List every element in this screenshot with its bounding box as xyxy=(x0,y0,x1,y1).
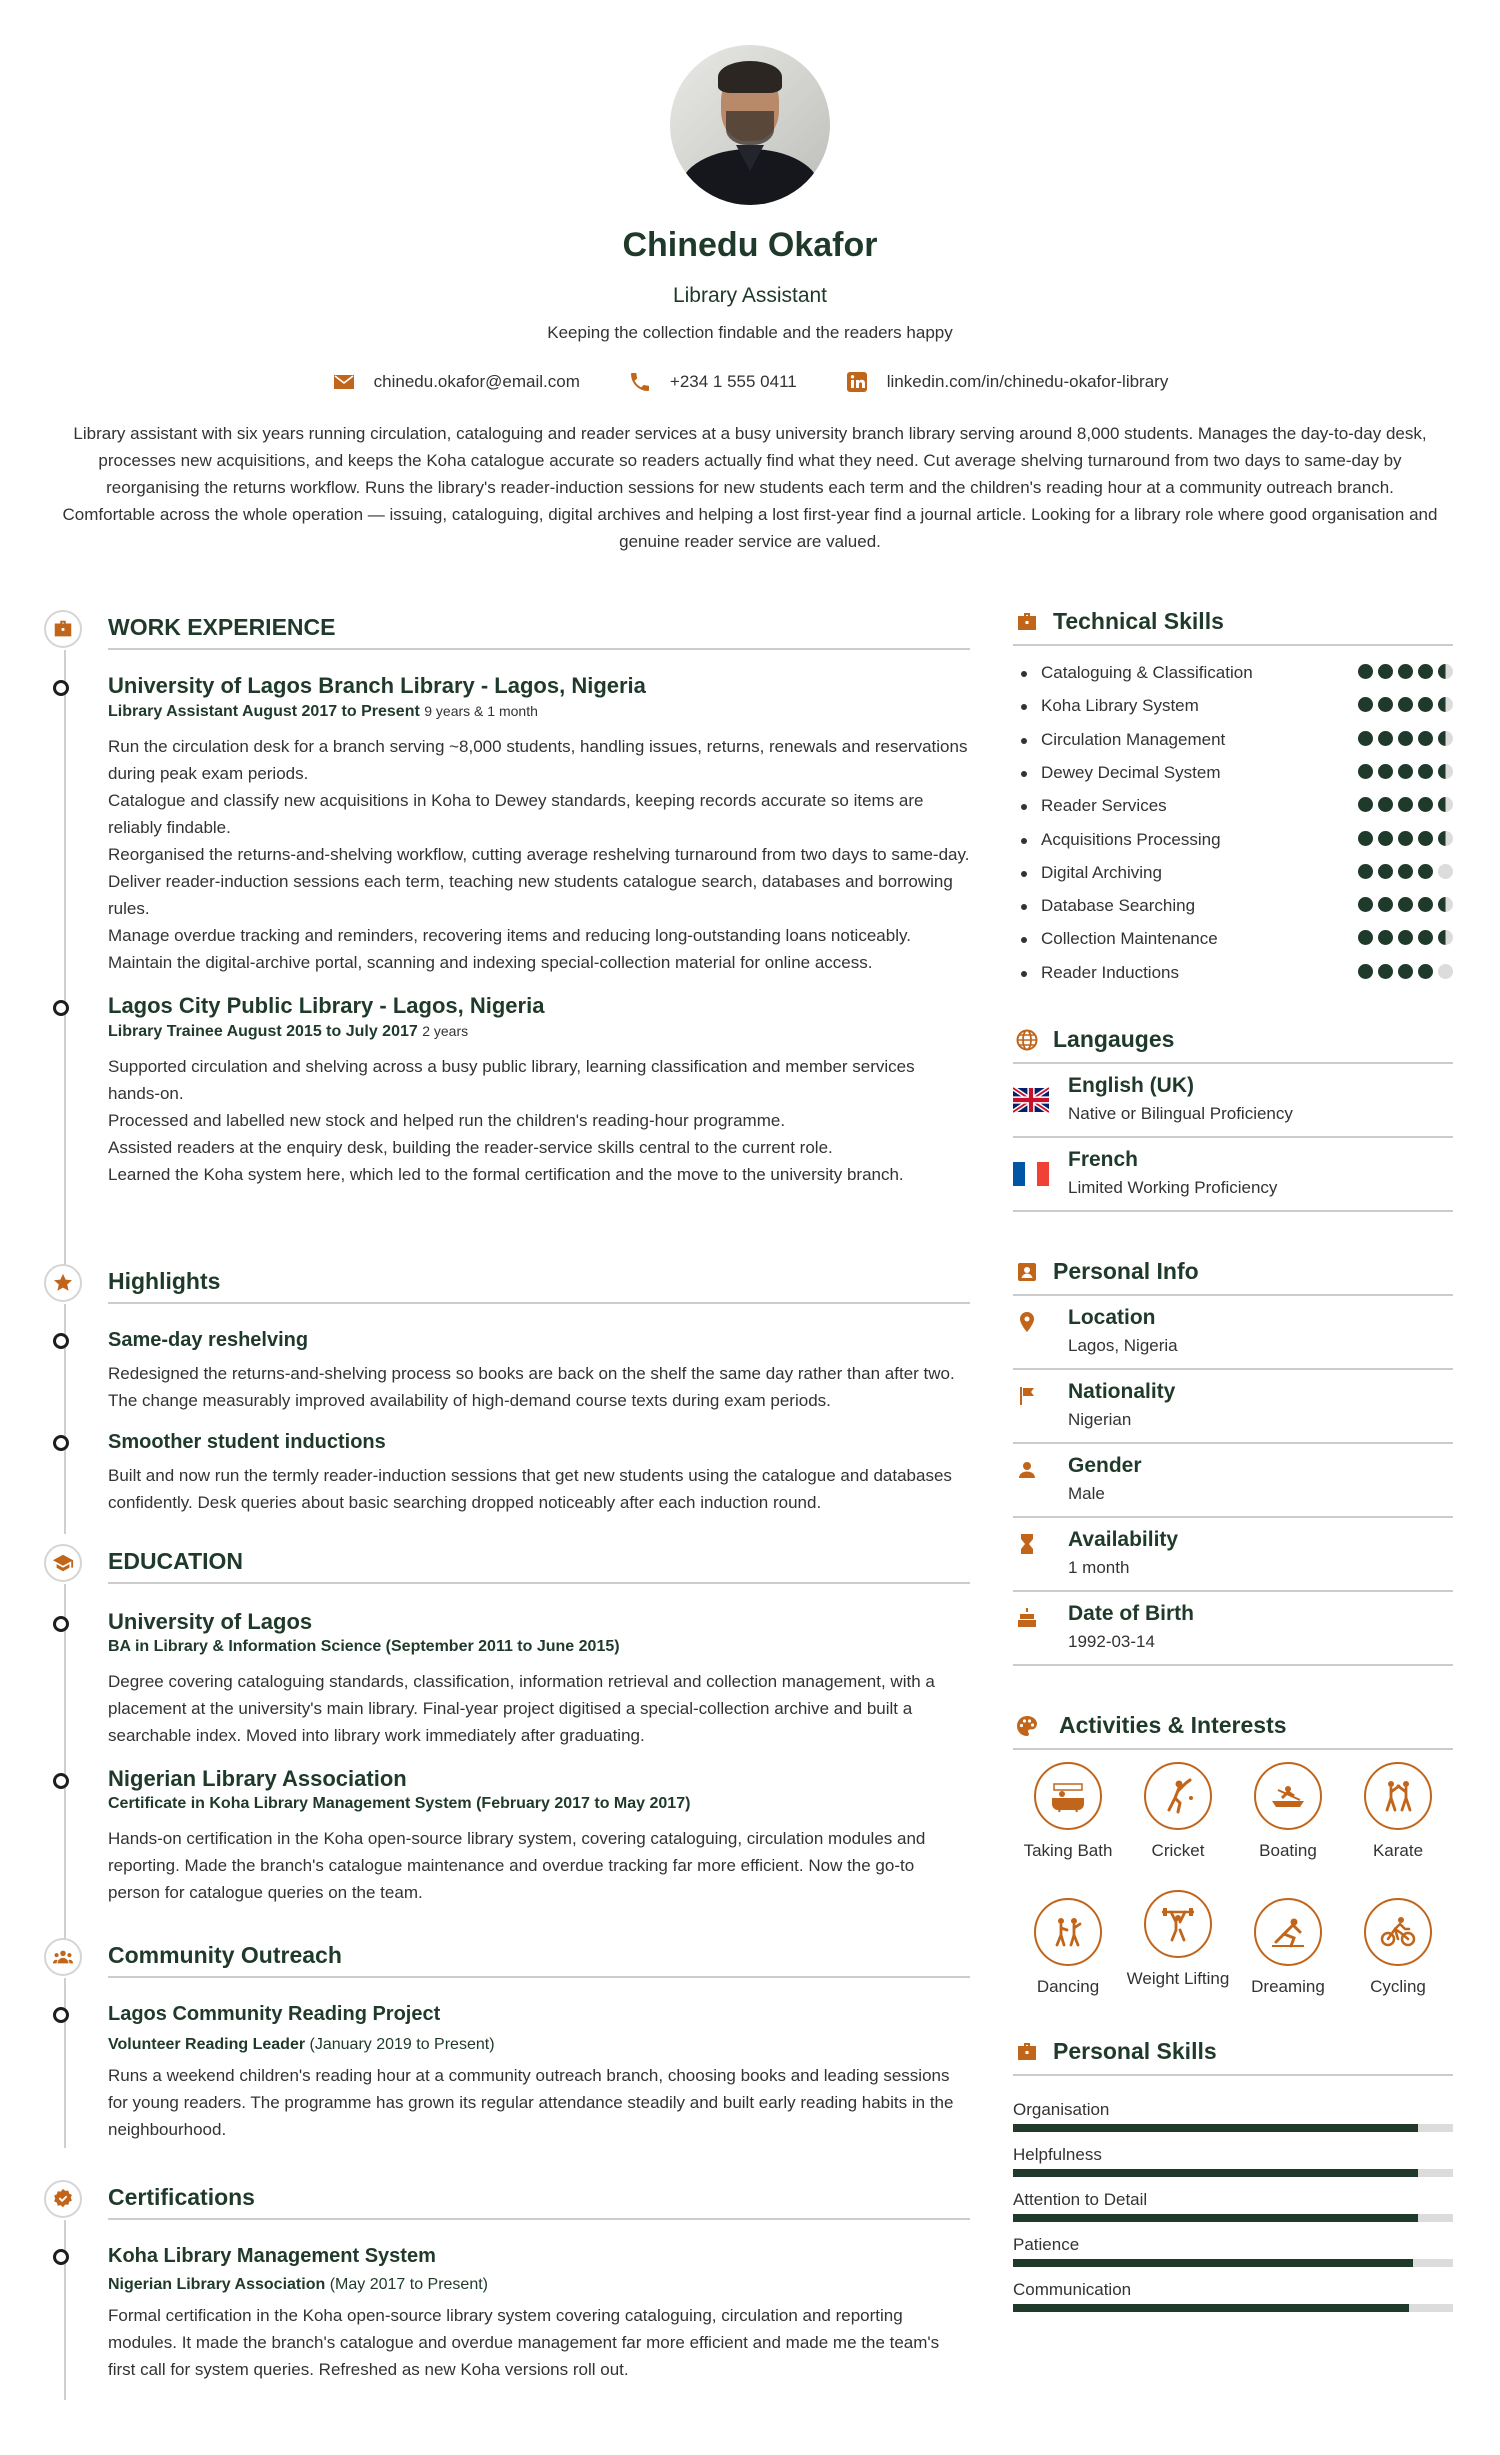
language-item xyxy=(1013,1064,1453,1138)
linkedin-icon xyxy=(845,370,869,394)
certificate-badge-icon xyxy=(44,2180,82,2218)
candidate-role: Library Assistant xyxy=(672,284,828,307)
technical-skill-name: Database Searching xyxy=(1041,896,1196,916)
personal-skills-header xyxy=(1013,2030,1453,2076)
uk-flag-icon xyxy=(1013,1086,1049,1114)
technical-skill-item xyxy=(1013,858,1453,891)
language-level: Limited Working Proficiency xyxy=(1068,1178,1278,1197)
activities-title: Activities & Interests xyxy=(1059,1712,1287,1738)
skill-bar-fill xyxy=(1013,2214,1418,2222)
dreaming-icon xyxy=(1268,1912,1308,1952)
technical-skill-item xyxy=(1013,758,1453,791)
rating-dot xyxy=(1378,897,1393,912)
personal-skill-item xyxy=(1013,2235,1453,2281)
rating-dot xyxy=(1418,664,1433,679)
rating-dot xyxy=(1398,930,1413,945)
rating-dot xyxy=(1358,864,1373,879)
community-entry-text: Runs a weekend children's reading hour at a community outreach branch, choosing books and leading sessions for young readers. The programme has grown its regular attendance steadily and built early reading habits in the neighbourhood. xyxy=(108,2066,954,2139)
language-level: Native or Bilingual Proficiency xyxy=(1068,1104,1293,1123)
personal-skill-item xyxy=(1013,2190,1453,2236)
technical-skill-item xyxy=(1013,958,1453,991)
rating-dot xyxy=(1418,897,1433,912)
activity-item xyxy=(1013,1898,1123,1998)
community-entry-role: Volunteer Reading Leader (January 2019 to Present) xyxy=(108,2036,495,2053)
language-item xyxy=(1013,1138,1453,1212)
cricket-icon xyxy=(1158,1776,1198,1816)
rating-dot xyxy=(1358,697,1373,712)
activity-item xyxy=(1343,1762,1453,1862)
personal-info-location: Location Lagos, Nigeria xyxy=(1013,1296,1453,1370)
dancing-icon xyxy=(1048,1912,1088,1952)
activity-label: Cricket xyxy=(1151,1841,1205,1860)
activity-item xyxy=(1233,1762,1343,1862)
sidebar-column xyxy=(1013,600,1453,2400)
phone-icon xyxy=(628,370,652,394)
technical-skill-item xyxy=(1013,658,1453,691)
skill-bar-fill xyxy=(1013,2124,1418,2132)
education-description: Degree covering cataloguing standards, classification, information retrieval and collection management, with a placement at the university's main library. Final-year project digitised a special-collection archive and built a searchable index. Moved into library work immediately after graduating. xyxy=(108,1672,935,1745)
rating-dot xyxy=(1358,930,1373,945)
skill-bar xyxy=(1013,2304,1453,2312)
email-text: chinedu.okafor@email.com xyxy=(373,372,580,391)
contact-email[interactable] xyxy=(332,370,580,394)
work-entry-role: Library Assistant August 2017 to Present 9 years & 1 month xyxy=(108,703,538,720)
person-icon xyxy=(1015,1458,1039,1482)
personal-info-title: Personal Info xyxy=(1053,1258,1199,1284)
personal-info-date-of-birth: Date of Birth 1992-03-14 xyxy=(1013,1592,1453,1666)
skill-bar-fill xyxy=(1013,2259,1413,2267)
community-entry-title: Lagos Community Reading Project xyxy=(108,2003,441,2025)
skill-bar xyxy=(1013,2259,1453,2267)
rating-dot xyxy=(1438,964,1453,979)
rating-dot xyxy=(1358,831,1373,846)
rating-dot xyxy=(1438,664,1453,679)
personal-info-availability: Availability 1 month xyxy=(1013,1518,1453,1592)
certification-text: Formal certification in the Koha open-source library system covering cataloguing, circulation and reporting modules. It made the branch's catalogue and overdue management far more efficient and made me the team's first call for system queries. Refreshed as new Koha versions roll out. xyxy=(108,2306,940,2379)
technical-skills-header xyxy=(1013,600,1453,646)
rating-dot xyxy=(1378,831,1393,846)
education-description: Hands-on certification in the Koha open-source library system, covering cataloguing, circulation modules and reporting. Made the branch's catalogue maintenance and overdue tracking far more efficient. Now the go-to person for catalogue queries on the team. xyxy=(108,1829,926,1902)
activity-label: Karate xyxy=(1372,1841,1424,1860)
rating-dot xyxy=(1378,664,1393,679)
activity-label: Boating xyxy=(1259,1841,1317,1860)
rating-dot xyxy=(1438,731,1453,746)
briefcase-icon xyxy=(1015,2040,1039,2064)
cycling-icon xyxy=(1378,1912,1418,1952)
personal-skill-item xyxy=(1013,2280,1453,2326)
rating-dot xyxy=(1398,864,1413,879)
skill-rating xyxy=(1358,664,1453,679)
rating-dot xyxy=(1378,697,1393,712)
education-title: EDUCATION xyxy=(108,1548,244,1574)
technical-skills-title: Technical Skills xyxy=(1053,608,1224,634)
activity-item xyxy=(1343,1898,1453,1998)
technical-skill-item xyxy=(1013,825,1453,858)
rating-dot xyxy=(1438,897,1453,912)
rating-dot xyxy=(1438,930,1453,945)
rating-dot xyxy=(1358,964,1373,979)
group-icon xyxy=(44,1938,82,1976)
personal-skill-name: Patience xyxy=(1013,2235,1080,2254)
personal-info-nationality: Nationality Nigerian xyxy=(1013,1370,1453,1444)
community-entry xyxy=(108,2000,970,2143)
technical-skill-name: Collection Maintenance xyxy=(1041,929,1218,949)
rating-dot xyxy=(1398,797,1413,812)
main-column xyxy=(44,600,970,2400)
rating-dot xyxy=(1378,930,1393,945)
technical-skill-name: Reader Services xyxy=(1041,796,1167,816)
rating-dot xyxy=(1418,930,1433,945)
work-entry xyxy=(108,672,970,976)
hourglass-icon xyxy=(1015,1532,1039,1556)
certification-title: Koha Library Management System xyxy=(108,2245,436,2267)
candidate-name: Chinedu Okafor xyxy=(622,226,878,264)
phone-text: +234 1 555 0411 xyxy=(669,372,797,391)
highlights-section xyxy=(44,1258,970,1516)
rating-dot xyxy=(1358,731,1373,746)
rating-dot xyxy=(1438,797,1453,812)
rating-dot xyxy=(1418,697,1433,712)
skill-bar-fill xyxy=(1013,2304,1409,2312)
rating-dot xyxy=(1398,831,1413,846)
certifications-section xyxy=(44,2174,970,2383)
location-pin-icon xyxy=(1015,1310,1039,1334)
technical-skill-item xyxy=(1013,791,1453,824)
activity-item xyxy=(1123,1762,1233,1862)
id-badge-icon xyxy=(1015,1260,1039,1284)
work-entry-description: Supported circulation and shelving across a busy public library, learning classification and member services hands-on. Processed and labelled new stock and helped run the children's reading-hour programme. Assisted readers at the enquiry desk, building the reader-service skills central to the current role. Learned the Koha system here, which led to the formal certification and the move to the university branch. xyxy=(108,1057,915,1184)
technical-skill-name: Dewey Decimal System xyxy=(1041,762,1221,782)
briefcase-icon xyxy=(1015,610,1039,634)
bath-icon xyxy=(1048,1776,1088,1816)
technical-skill-item xyxy=(1013,691,1453,724)
personal-skill-item xyxy=(1013,2100,1453,2146)
skill-rating xyxy=(1358,764,1453,779)
rating-dot xyxy=(1358,897,1373,912)
palette-icon xyxy=(1015,1714,1039,1738)
community-outreach-section xyxy=(44,1932,970,2143)
rating-dot xyxy=(1438,697,1453,712)
flag-icon xyxy=(1015,1384,1039,1408)
rating-dot xyxy=(1358,797,1373,812)
rating-dot xyxy=(1378,731,1393,746)
rating-dot xyxy=(1398,764,1413,779)
personal-skill-name: Communication xyxy=(1013,2280,1132,2299)
skill-rating xyxy=(1358,864,1453,879)
rating-dot xyxy=(1378,864,1393,879)
work-entry-role: Library Trainee August 2015 to July 2017 2 years xyxy=(108,1023,469,1040)
rating-dot xyxy=(1418,831,1433,846)
rating-dot xyxy=(1358,664,1373,679)
work-entry-title: Lagos City Public Library - Lagos, Nigeria xyxy=(108,993,545,1018)
skill-bar xyxy=(1013,2124,1453,2132)
technical-skill-name: Circulation Management xyxy=(1041,729,1226,749)
highlight-entry xyxy=(108,1428,970,1516)
skill-bar xyxy=(1013,2169,1453,2177)
technical-skill-item xyxy=(1013,725,1453,758)
certifications-title: Certifications xyxy=(108,2184,255,2210)
rating-dot xyxy=(1378,764,1393,779)
highlights-title: Highlights xyxy=(108,1268,221,1294)
rating-dot xyxy=(1398,964,1413,979)
technical-skill-name: Koha Library System xyxy=(1041,696,1199,716)
rating-dot xyxy=(1398,697,1413,712)
activity-label: Cycling xyxy=(1370,1977,1426,1996)
technical-skill-item xyxy=(1013,891,1453,924)
technical-skill-name: Digital Archiving xyxy=(1041,862,1162,882)
activity-item xyxy=(1013,1762,1123,1862)
work-experience-section xyxy=(44,604,970,1188)
globe-icon xyxy=(1015,1028,1039,1052)
rating-dot xyxy=(1378,964,1393,979)
personal-skill-name: Helpfulness xyxy=(1013,2145,1102,2164)
activity-item xyxy=(1233,1898,1343,1998)
languages-title: Langauges xyxy=(1053,1026,1175,1052)
personal-skill-name: Attention to Detail xyxy=(1013,2190,1148,2209)
star-icon xyxy=(44,1264,82,1302)
language-name: English (UK) xyxy=(1068,1074,1194,1097)
rating-dot xyxy=(1418,864,1433,879)
skill-rating xyxy=(1358,831,1453,846)
avatar xyxy=(670,45,830,205)
activity-label: Dreaming xyxy=(1251,1977,1325,1996)
work-experience-title: WORK EXPERIENCE xyxy=(108,614,336,640)
skill-rating xyxy=(1358,930,1453,945)
activity-label: Weight Lifting xyxy=(1126,1969,1230,1988)
skill-bar-fill xyxy=(1013,2169,1418,2177)
highlight-text: Redesigned the returns-and-shelving process so books are back on the shelf the same day rather than after two. The change measurably improved availability of high-demand course texts during exam periods. xyxy=(108,1364,955,1410)
education-degree: BA in Library & Information Science (September 2011 to June 2015) xyxy=(108,1638,620,1655)
boating-icon xyxy=(1268,1776,1308,1816)
rating-dot xyxy=(1358,764,1373,779)
briefcase-icon xyxy=(44,610,82,648)
community-outreach-title: Community Outreach xyxy=(108,1942,342,1968)
highlight-title: Same-day reshelving xyxy=(108,1329,309,1351)
rating-dot xyxy=(1398,897,1413,912)
activities-header xyxy=(1013,1704,1453,1750)
skill-rating xyxy=(1358,731,1453,746)
highlight-text: Built and now run the termly reader-induction sessions that get new students using the catalogue and databases confidently. Desk queries about basic searching dropped noticeably after each induction round. xyxy=(108,1466,952,1512)
skill-rating xyxy=(1358,797,1453,812)
france-flag-icon xyxy=(1013,1160,1049,1188)
rating-dot xyxy=(1418,797,1433,812)
cake-icon xyxy=(1015,1606,1039,1630)
work-entry-description: Run the circulation desk for a branch serving ~8,000 students, handling issues, returns, renewals and reservations during peak exam periods. Catalogue and classify new acquisitions in Koha to Dewey standards, keeping records accurate so items are reliably findable. Reorganised the returns-and-shelving workflow, cutting average reshelving turnaround from two days to same-day. Deliver reader-induction sessions each term, teaching new students catalogue search, databases and borrowing rules. Manage overdue tracking and reminders, recovering items and reducing long-outstanding loans noticeably. Maintain the digital-archive portal, scanning and indexing special-collection material for online access. xyxy=(108,737,970,972)
contact-phone[interactable] xyxy=(628,370,797,394)
personal-skill-item xyxy=(1013,2145,1453,2191)
highlight-entry xyxy=(108,1326,970,1414)
rating-dot xyxy=(1438,764,1453,779)
weight-lifting-icon xyxy=(1158,1904,1198,1944)
activity-item xyxy=(1123,1890,1233,1990)
rating-dot xyxy=(1438,864,1453,879)
rating-dot xyxy=(1398,731,1413,746)
education-degree: Certificate in Koha Library Management System (February 2017 to May 2017) xyxy=(108,1795,691,1812)
technical-skill-name: Cataloguing & Classification xyxy=(1041,663,1253,682)
rating-dot xyxy=(1438,831,1453,846)
education-institution: University of Lagos xyxy=(108,1609,313,1634)
activity-label: Dancing xyxy=(1036,1977,1100,1996)
language-name: French xyxy=(1068,1148,1139,1171)
work-entry xyxy=(108,992,970,1188)
email-icon xyxy=(332,370,356,394)
karate-icon xyxy=(1378,1776,1418,1816)
skill-rating xyxy=(1358,964,1453,979)
highlight-title: Smoother student inductions xyxy=(108,1431,386,1453)
technical-skill-name: Acquisitions Processing xyxy=(1041,829,1221,849)
certification-org: Nigerian Library Association (May 2017 to Present) xyxy=(108,2276,488,2293)
skill-bar xyxy=(1013,2214,1453,2222)
candidate-tagline: Keeping the collection findable and the readers happy xyxy=(547,323,953,342)
skill-rating xyxy=(1358,897,1453,912)
technical-skill-name: Reader Inductions xyxy=(1041,962,1179,982)
personal-skill-name: Organisation xyxy=(1013,2100,1110,2119)
profile-summary: Library assistant with six years running circulation, cataloguing and reader services at a busy university branch library serving around 8,000 students. Manages the day-to-day desk, processes new acquisitions, and keeps the Koha catalogue accurate so readers actually find what they need. Cut average shelving turnaround from two days to same-day by reorganising the returns workflow. Runs the library's reader-induction sessions for new students each term and the children's reading hour at a community outreach branch. Comfortable across the whole operation — issuing, cataloguing, digital archives and helping a lost first-year find a journal article. Looking for a library role where good organisation and genuine reader service are valued. xyxy=(62,424,1438,551)
education-section xyxy=(44,1538,970,1906)
technical-skill-item xyxy=(1013,924,1453,957)
personal-info-header xyxy=(1013,1250,1453,1296)
activity-label: Taking Bath xyxy=(1023,1841,1113,1860)
work-entry-title: University of Lagos Branch Library - Lagos, Nigeria xyxy=(108,673,646,698)
skill-rating xyxy=(1358,697,1453,712)
rating-dot xyxy=(1398,664,1413,679)
rating-dot xyxy=(1418,964,1433,979)
linkedin-text: linkedin.com/in/chinedu-okafor-library xyxy=(886,372,1169,391)
certification-entry xyxy=(108,2242,970,2383)
education-entry xyxy=(108,1765,970,1906)
contact-linkedin[interactable] xyxy=(845,370,1169,394)
rating-dot xyxy=(1418,764,1433,779)
contact-bar xyxy=(0,370,1500,394)
personal-info-gender: Gender Male xyxy=(1013,1444,1453,1518)
rating-dot xyxy=(1418,731,1433,746)
education-entry xyxy=(108,1608,970,1749)
education-institution: Nigerian Library Association xyxy=(108,1766,407,1791)
languages-header xyxy=(1013,1018,1453,1064)
personal-skills-title: Personal Skills xyxy=(1053,2038,1217,2064)
rating-dot xyxy=(1378,797,1393,812)
graduation-cap-icon xyxy=(44,1544,82,1582)
